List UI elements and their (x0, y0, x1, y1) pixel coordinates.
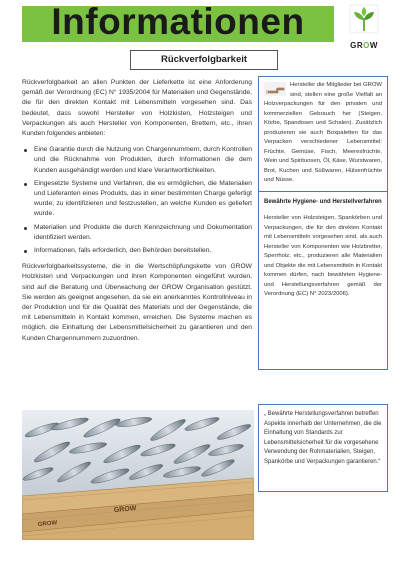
crate-brand-label: GROW (37, 520, 58, 528)
grow-logo (344, 4, 384, 48)
section-heading: Rückverfolgbarkeit (130, 50, 278, 70)
main-text-column (22, 78, 252, 350)
leaf-logo-icon (349, 4, 379, 34)
closing-paragraph: Rückverfolgbarkeitssysteme, die in die Wertschöpfungskette von GROW Holzkisten und Verpackungen und ihren Komponenten eingeführt wurden, sind auf die Beratung und Überwachung der GROW Organisation gestützt. Sie werden als geeignet angesehen, da sie ein anerkanntes Kontrollniveau in der Produktion und für die Qualität des Materials und der Gegenstände, die mit Lebensmitteln in Kontakt kommen, erreichen. Die Systeme machen es möglich, die Einhaltung der Lebensmittelsicherheit zu garantieren und den Kunden Chargennummern zuzuordnen. (22, 263, 252, 342)
info-sidebar (258, 76, 388, 370)
list-item: Informationen, falls erforderlich, den Behörden bereitstellen. (22, 246, 252, 256)
pointing-hand-icon (264, 82, 286, 96)
fish-crate-photo (22, 410, 254, 540)
sidebar-intro: Hersteller die Mitglieder bei GROW sind, stellen eine große Vielfalt an Holzverpackungen für den privaten und kommerziellen Gebrauch her (Steigen, Körbe, Spandosen und Schalen). Zusätzlich produzieren sie auch Boxpaletten für das Verpacken verschiedener Lebensmittel: Früchte, Gemüse, Fisch, Meeresfrüchte, Wein und Spirituosen, Öl, Käse, Wurstwaren, Brot, Kuchen und Süßwaren, Hülsenfrüchte und Nüsse. (264, 82, 382, 183)
logo-wordmark: GROW (350, 41, 378, 50)
sidebar-body: Hersteller von Holzsteigen, Spankörben und Verpackungen, die für den direkten Kontakt mit Lebensmitteln vorgesehen sind, als auch Hersteller von Komponenten wie Holzbretter, Sperrholz, etc., produzieren alle Materialien und Objekte die mit Lebensmitteln in Kontakt kommen dürfen, nach bewährten Hygiene- und Herstellungsverfahren gemäß der Verordnung (EC) N° 2023/2006). (264, 215, 382, 297)
intro-paragraph: Rückverfolgbarkeit an allen Punkten der Lieferkette ist eine Anforderung gemäß der Verordnung (EC) N° 1935/2004 für Materialien und Gegenstände, die für den direkten Kontakt mit Lebensmitteln vorgesehen sind. Das bedeutet, dass sowohl Hersteller von Holzkisten, Holzsteigen und Verpackungen als auch Hersteller von Komponenten, Brettern, etc., ihren Kunden folgendes anbieten: (22, 79, 252, 138)
sidebar-heading: Bewährte Hygiene- und Herstellverfahren (264, 198, 382, 205)
quote-box: „ Bewährte Herstellungsverfahren betreffen Aspekte innerhalb der Unternehmen, die die Einhaltung von Standards zur Lebensmittelsicherheit für die vorgesehene Verwendung der Rohmaterialien, Steigen, Spankörbe und Verpackungen garantieren.“ (258, 404, 388, 492)
list-item: Eingesetzte Systeme und Verfahren, die es ermöglichen, die Materialien und Lieferanten eines Produkts, das in einer bestimmten Charge gefertigt wurde, zu identifizieren und festzustellen, an welche Kunden es geliefert wurde. (22, 179, 252, 220)
list-item: Eine Garantie durch die Nutzung von Chargennummern, durch Kontrollen und die Rücknahme von Produkten, durch Informationen die dem Kunden ausgehändigt werden und klare Verantwortlichkeiten. (22, 145, 252, 176)
list-item: Materialien und Produkte die durch Kennzeichnung und Dokumentation identifiziert werden. (22, 223, 252, 243)
page-title: Informationen (51, 1, 305, 42)
sidebar-divider (259, 191, 387, 192)
crate-brand-label: GROW (113, 505, 137, 514)
requirements-list (22, 145, 252, 256)
